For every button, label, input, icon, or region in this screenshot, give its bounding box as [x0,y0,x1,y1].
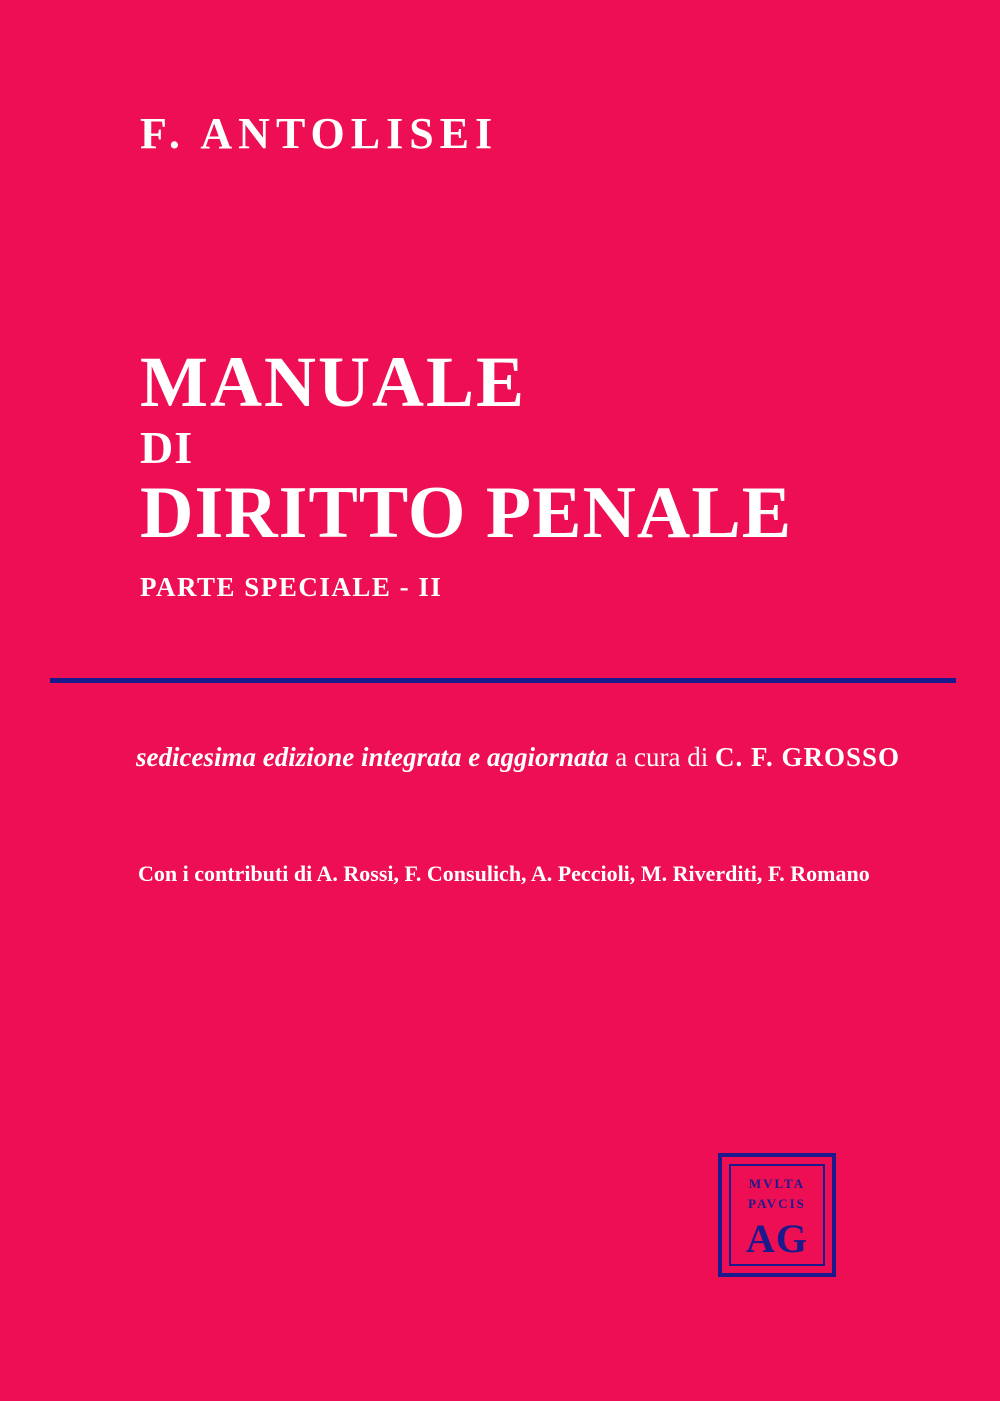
edition-description: sedicesima edizione integrata e aggiornata [136,742,609,772]
publisher-motto-line-2: PAVCIS [748,1195,806,1211]
book-subtitle: PARTE SPECIALE - II [140,571,443,602]
title-block [140,342,900,603]
book-title-subject: DIRITTO PENALE [140,471,793,554]
publisher-logo-frame [729,1164,825,1266]
author-name: F. ANTOLISEI [140,109,499,158]
contributors-list: Con i contributi di A. Rossi, F. Consulich, A. Peccioli, M. Riverditi, F. Romano [138,861,870,886]
book-title-main: MANUALE [140,342,526,422]
edition-connector: a cura di [608,742,715,772]
publisher-motto-line-1: MVLTA [748,1176,806,1191]
publisher-logo [718,1153,836,1277]
edition-curator: C. F. GROSSO [714,742,901,772]
edition-statement [136,742,926,773]
publisher-initials: AG [746,1216,808,1261]
book-title-connector: DI [140,422,194,474]
divider-rule [50,678,956,683]
